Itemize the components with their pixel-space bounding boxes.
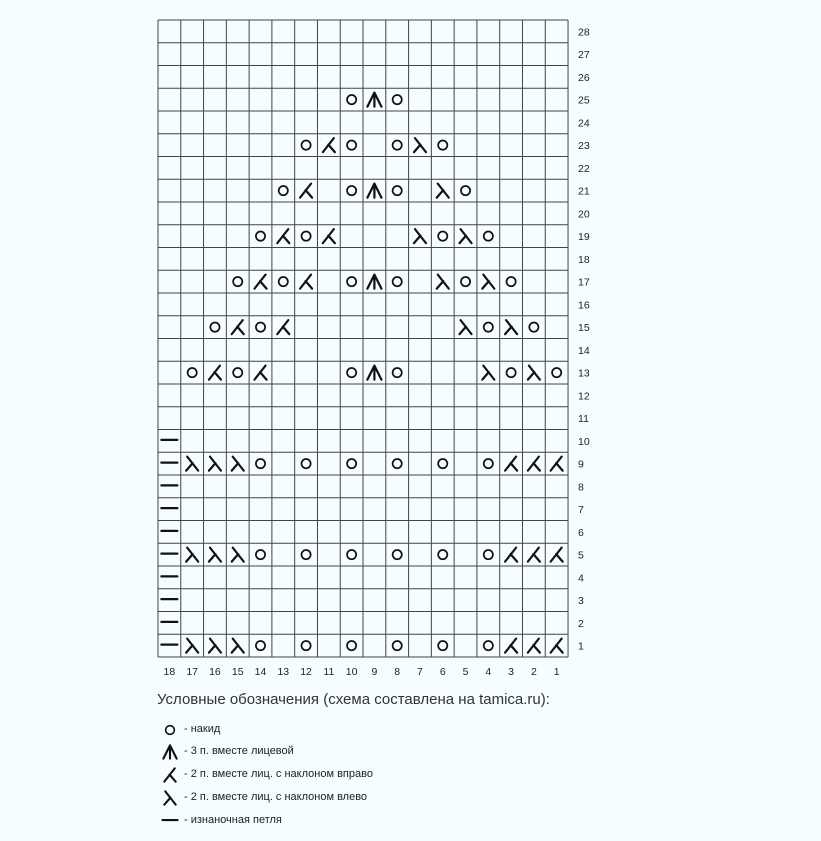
k2tog-right-symbol xyxy=(300,275,312,289)
column-label: 11 xyxy=(323,666,335,678)
k2tog-right-symbol xyxy=(551,639,563,653)
k2tog-right-symbol xyxy=(209,366,221,380)
k2tog-right-symbol xyxy=(505,639,517,653)
yarn-over-symbol xyxy=(347,641,356,650)
k2tog-left-symbol xyxy=(437,275,449,289)
yarn-over-symbol xyxy=(256,641,265,650)
k2tog-right-symbol xyxy=(528,548,540,562)
yarn-over-symbol xyxy=(347,141,356,150)
legend-item xyxy=(158,787,367,807)
k2tog-left-symbol xyxy=(232,548,244,562)
column-labels xyxy=(164,666,560,678)
yarn-over-symbol xyxy=(347,550,356,559)
row-label: 25 xyxy=(578,94,590,107)
yarn-over-symbol xyxy=(438,641,447,650)
k2tog-left-symbol xyxy=(209,457,221,471)
yarn-over-symbol xyxy=(438,141,447,150)
row-label: 3 xyxy=(578,595,584,608)
yarn-over-symbol xyxy=(506,368,515,377)
k2tog-left-symbol xyxy=(209,548,221,562)
yarn-over-symbol xyxy=(393,186,402,195)
legend-item xyxy=(158,764,373,784)
yarn-over-symbol xyxy=(347,459,356,468)
yarn-over-symbol xyxy=(347,277,356,286)
row-label: 22 xyxy=(578,162,590,175)
k2tog-left-symbol xyxy=(414,138,426,152)
row-label: 21 xyxy=(578,185,590,198)
column-label: 3 xyxy=(508,666,515,678)
k2tog-left-symbol xyxy=(164,791,175,804)
column-label: 13 xyxy=(277,666,290,678)
row-label: 1 xyxy=(578,640,584,653)
yarn-over-symbol xyxy=(301,459,310,468)
k3tog-symbol xyxy=(367,184,381,198)
yarn-over-symbol xyxy=(484,459,493,468)
yarn-over-symbol xyxy=(301,232,310,241)
row-label: 5 xyxy=(578,549,584,562)
k2tog-right-symbol xyxy=(323,229,335,243)
k2tog-left-symbol xyxy=(209,639,221,653)
column-label: 6 xyxy=(439,666,446,678)
k2tog-right-symbol xyxy=(255,366,267,380)
yarn-over-symbol xyxy=(256,550,265,559)
column-label: 1 xyxy=(553,666,560,678)
column-label: 12 xyxy=(300,666,312,678)
yarn-over-symbol xyxy=(393,641,402,650)
k3tog-symbol xyxy=(367,93,381,107)
yarn-over-symbol xyxy=(484,232,493,241)
legend-item xyxy=(158,741,294,761)
row-label: 11 xyxy=(578,413,589,426)
chart-stitches xyxy=(161,93,562,653)
yarn-over-symbol xyxy=(301,550,310,559)
k2tog-left-symbol xyxy=(186,457,198,471)
row-labels xyxy=(578,26,590,652)
k2tog-right-symbol xyxy=(551,457,563,471)
purl-icon xyxy=(158,810,182,830)
row-label: 18 xyxy=(578,253,590,266)
yarn-over-symbol xyxy=(484,323,493,332)
yarn-over-symbol xyxy=(256,232,265,241)
k2tog-right-symbol xyxy=(528,639,540,653)
row-label: 2 xyxy=(578,617,584,630)
k2tog-right-symbol xyxy=(300,184,312,198)
k2tog-left-symbol xyxy=(186,639,198,653)
legend-item xyxy=(158,719,220,739)
k2tog-left-symbol xyxy=(232,457,244,471)
yarn-over-symbol xyxy=(210,323,219,332)
legend-title: Условные обозначения (схема составлена на tamica.ru): xyxy=(157,691,550,708)
column-label: 4 xyxy=(485,666,492,678)
yarn-over-symbol xyxy=(438,459,447,468)
k2tog-right-symbol xyxy=(505,548,517,562)
row-label: 7 xyxy=(578,504,584,517)
row-label: 15 xyxy=(578,322,590,335)
row-label: 27 xyxy=(578,49,590,62)
yarn-over-symbol xyxy=(279,277,288,286)
column-label: 5 xyxy=(462,666,469,678)
k2tog-right-symbol xyxy=(323,138,335,152)
yarn-over-symbol xyxy=(347,368,356,377)
column-label: 18 xyxy=(163,666,176,678)
row-label: 8 xyxy=(578,481,584,494)
k2tog-right-symbol xyxy=(528,457,540,471)
column-label: 2 xyxy=(530,666,537,678)
column-label: 15 xyxy=(231,666,244,678)
yarn-over-symbol xyxy=(529,323,538,332)
legend-item-label: - 2 п. вместе лиц. с наклоном влево xyxy=(184,791,368,803)
yarn-over-symbol xyxy=(256,459,265,468)
column-label: 7 xyxy=(417,666,423,678)
column-label: 14 xyxy=(254,666,267,678)
k2tog-left-symbol xyxy=(460,320,472,334)
column-label: 9 xyxy=(371,666,378,678)
yarn-over-symbol xyxy=(552,368,561,377)
yarn-over-symbol xyxy=(393,95,402,104)
legend-item-label: - 3 п. вместе лицевой xyxy=(184,745,294,757)
k2tog-left-symbol xyxy=(528,366,540,380)
row-label: 28 xyxy=(578,26,590,39)
yarn-over-symbol xyxy=(166,726,175,735)
k2tog-left-symbol xyxy=(505,320,517,334)
k2tog-left-symbol xyxy=(482,275,494,289)
k2tog-right-symbol xyxy=(255,275,267,289)
k2tog-left-symbol xyxy=(482,366,494,380)
yarn-over-symbol xyxy=(438,550,447,559)
column-label: 8 xyxy=(394,666,401,678)
k2tog-right-symbol xyxy=(232,320,244,334)
k2tog-left-icon xyxy=(158,787,182,807)
yarn-over-symbol xyxy=(279,186,288,195)
yarn-over-symbol xyxy=(233,277,242,286)
yarn-over-symbol xyxy=(347,95,356,104)
legend-item xyxy=(158,810,282,830)
row-label: 26 xyxy=(578,71,590,84)
row-label: 23 xyxy=(578,140,590,153)
row-label: 9 xyxy=(578,458,584,471)
k3tog-symbol xyxy=(367,275,381,289)
yarn-over-symbol xyxy=(393,141,402,150)
row-label: 14 xyxy=(578,344,590,357)
legend-item-label: - изнаночная петля xyxy=(184,814,282,826)
yarn-over-symbol xyxy=(188,368,197,377)
legend-item-label: - 2 п. вместе лиц. с наклоном вправо xyxy=(184,768,373,780)
yarn-over-symbol xyxy=(438,232,447,241)
column-label: 17 xyxy=(186,666,199,678)
k2tog-left-symbol xyxy=(232,639,244,653)
yarn-over-symbol xyxy=(393,550,402,559)
yarn-over-symbol xyxy=(393,459,402,468)
column-label: 10 xyxy=(345,666,358,678)
k3tog-symbol xyxy=(367,366,381,380)
row-label: 20 xyxy=(578,208,590,221)
k2tog-right-symbol xyxy=(277,229,289,243)
k2tog-left-symbol xyxy=(414,229,426,243)
k2tog-right-symbol xyxy=(505,457,517,471)
row-label: 17 xyxy=(578,276,590,289)
row-label: 19 xyxy=(578,231,590,244)
k2tog-right-symbol xyxy=(551,548,563,562)
k2tog-left-symbol xyxy=(437,184,449,198)
yarn-over-symbol xyxy=(301,141,310,150)
row-label: 24 xyxy=(578,117,590,130)
row-label: 13 xyxy=(578,367,590,380)
yarn-over-symbol xyxy=(347,186,356,195)
yarn-over-symbol xyxy=(484,550,493,559)
k3tog-symbol xyxy=(163,745,176,758)
yarn-over-symbol xyxy=(301,641,310,650)
k2tog-right-symbol xyxy=(164,768,175,781)
yarn-over-symbol xyxy=(484,641,493,650)
yarn-over-symbol xyxy=(506,277,515,286)
k3tog-icon xyxy=(158,741,182,761)
k2tog-right-symbol xyxy=(277,320,289,334)
yarn-over-symbol xyxy=(256,323,265,332)
column-label: 16 xyxy=(209,666,221,678)
k2tog-left-symbol xyxy=(186,548,198,562)
yarn-over-symbol xyxy=(461,277,470,286)
row-label: 12 xyxy=(578,390,590,403)
row-label: 4 xyxy=(578,572,584,585)
legend-item-label: - накид xyxy=(184,723,221,735)
yarn-over-symbol xyxy=(233,368,242,377)
row-label: 6 xyxy=(578,526,584,539)
yarn-over-icon xyxy=(158,719,182,739)
k2tog-left-symbol xyxy=(460,229,472,243)
yarn-over-symbol xyxy=(393,368,402,377)
yarn-over-symbol xyxy=(461,186,470,195)
yarn-over-symbol xyxy=(393,277,402,286)
row-label: 16 xyxy=(578,299,590,312)
k2tog-right-icon xyxy=(158,764,182,784)
row-label: 10 xyxy=(578,435,590,448)
